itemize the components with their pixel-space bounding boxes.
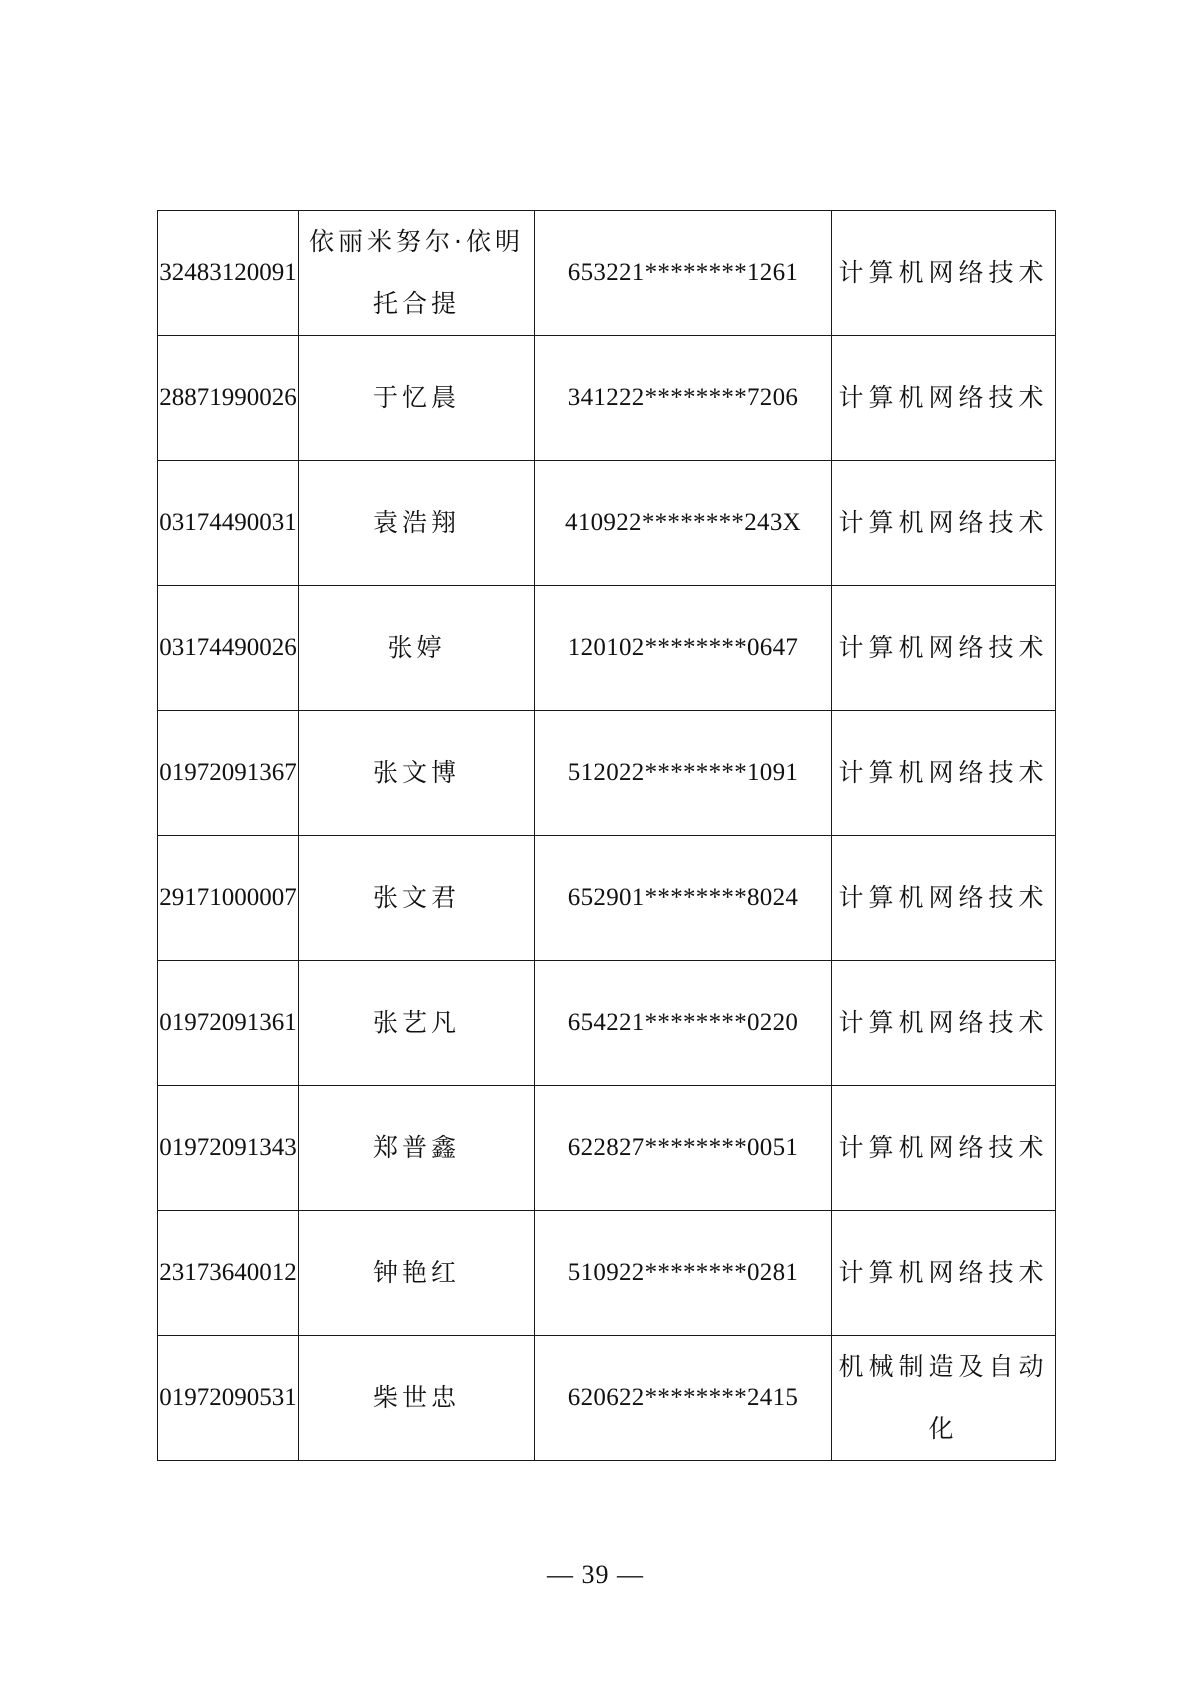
id-card-cell: 622827********0051 — [535, 1086, 832, 1211]
major-cell: 计算机网络技术 — [832, 711, 1056, 836]
student-name-cell: 依丽米努尔·依明托合提 — [299, 211, 535, 336]
table-row — [158, 836, 1056, 961]
student-name-cell: 张文博 — [299, 711, 535, 836]
table-row — [158, 711, 1056, 836]
id-card-cell: 410922********243X — [535, 461, 832, 586]
student-id-cell: 28871990026 — [158, 336, 299, 461]
student-name-cell: 张婷 — [299, 586, 535, 711]
student-name-cell: 郑普鑫 — [299, 1086, 535, 1211]
major-cell: 计算机网络技术 — [832, 836, 1056, 961]
table-row — [158, 1336, 1056, 1461]
major-cell: 计算机网络技术 — [832, 961, 1056, 1086]
student-id-cell: 03174490026 — [158, 586, 299, 711]
student-name-cell: 柴世忠 — [299, 1336, 535, 1461]
student-name-cell: 钟艳红 — [299, 1211, 535, 1336]
page-number: — 39 — — [547, 1560, 644, 1589]
major-cell: 计算机网络技术 — [832, 586, 1056, 711]
id-card-cell: 652901********8024 — [535, 836, 832, 961]
student-name-cell: 张艺凡 — [299, 961, 535, 1086]
table-row — [158, 1086, 1056, 1211]
student-id-cell: 29171000007 — [158, 836, 299, 961]
table-row — [158, 961, 1056, 1086]
major-cell: 计算机网络技术 — [832, 1211, 1056, 1336]
id-card-cell: 512022********1091 — [535, 711, 832, 836]
id-card-cell: 620622********2415 — [535, 1336, 832, 1461]
major-cell: 计算机网络技术 — [832, 336, 1056, 461]
student-name-cell: 张文君 — [299, 836, 535, 961]
table-row — [158, 211, 1056, 336]
table-row — [158, 586, 1056, 711]
student-id-cell: 32483120091 — [158, 211, 299, 336]
id-card-cell: 653221********1261 — [535, 211, 832, 336]
id-card-cell: 120102********0647 — [535, 586, 832, 711]
student-id-cell: 03174490031 — [158, 461, 299, 586]
id-card-cell: 654221********0220 — [535, 961, 832, 1086]
major-cell: 计算机网络技术 — [832, 461, 1056, 586]
table-row — [158, 1211, 1056, 1336]
major-cell: 计算机网络技术 — [832, 211, 1056, 336]
id-card-cell: 510922********0281 — [535, 1211, 832, 1336]
student-name-cell: 于忆晨 — [299, 336, 535, 461]
student-id-cell: 01972090531 — [158, 1336, 299, 1461]
student-id-cell: 23173640012 — [158, 1211, 299, 1336]
student-id-cell: 01972091343 — [158, 1086, 299, 1211]
table-row — [158, 336, 1056, 461]
student-id-cell: 01972091361 — [158, 961, 299, 1086]
table-row — [158, 461, 1056, 586]
student-id-cell: 01972091367 — [158, 711, 299, 836]
roster-table-body — [158, 211, 1056, 1461]
id-card-cell: 341222********7206 — [535, 336, 832, 461]
major-cell: 计算机网络技术 — [832, 1086, 1056, 1211]
student-roster-table — [157, 210, 1056, 1461]
major-cell: 机械制造及自动化 — [832, 1336, 1056, 1461]
student-name-cell: 袁浩翔 — [299, 461, 535, 586]
